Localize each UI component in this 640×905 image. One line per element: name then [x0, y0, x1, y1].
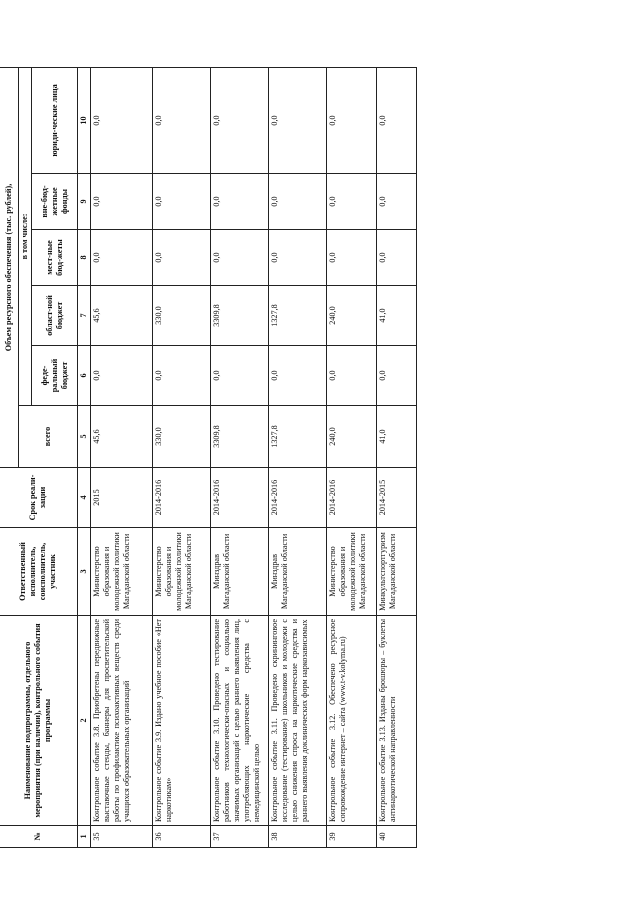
row-federal: 0,0 [153, 346, 211, 406]
colnum: 4 [78, 468, 91, 528]
table-row [269, 67, 327, 847]
header-volume: Объем ресурсного обеспечения (тыс. рублей), [0, 67, 19, 467]
header-federal: феде-ральный бюджет [32, 346, 78, 406]
row-legal: 0,0 [153, 67, 211, 173]
row-local: 0,0 [327, 230, 377, 286]
row-federal: 0,0 [327, 346, 377, 406]
row-no: 35 [91, 826, 153, 848]
row-responsible: Минздрав Магаданской области [269, 528, 327, 616]
row-total: 240,0 [327, 406, 377, 468]
row-legal: 0,0 [327, 67, 377, 173]
row-no: 38 [269, 826, 327, 848]
colnum: 1 [78, 826, 91, 848]
row-no: 40 [377, 826, 417, 848]
row-regional: 330,0 [153, 286, 211, 346]
row-regional: 240,0 [327, 286, 377, 346]
table-row [377, 67, 417, 847]
row-term: 2014-2016 [327, 468, 377, 528]
row-federal: 0,0 [91, 346, 153, 406]
row-federal: 0,0 [269, 346, 327, 406]
row-extrabudget: 0,0 [327, 174, 377, 230]
row-legal: 0,0 [377, 67, 417, 173]
row-total: 41,0 [377, 406, 417, 468]
header-term: Срок реали-зации [0, 468, 78, 528]
colnum: 2 [78, 616, 91, 826]
table-row [211, 67, 269, 847]
row-no: 37 [211, 826, 269, 848]
table-row [91, 67, 153, 847]
row-local: 0,0 [269, 230, 327, 286]
row-responsible: Министерство образования и молодежной политики Магаданской области [91, 528, 153, 616]
row-name: Контрольное событие 3.11. Проведено скрининговое исследование (тестирование) школьников и молодежи с целью снижения спроса на наркотические средства и раннего выявления доклинических форм наркозависимых [269, 616, 327, 826]
row-legal: 0,0 [91, 67, 153, 173]
header-regional: област-ной бюджет [32, 286, 78, 346]
header-total: всего [19, 406, 78, 468]
header-including: в том числе: [19, 67, 32, 405]
colnum: 3 [78, 528, 91, 616]
row-extrabudget: 0,0 [269, 174, 327, 230]
row-extrabudget: 0,0 [377, 174, 417, 230]
row-total: 3309,8 [211, 406, 269, 468]
table-row [153, 67, 211, 847]
row-no: 36 [153, 826, 211, 848]
row-total: 45,6 [91, 406, 153, 468]
colnum: 5 [78, 406, 91, 468]
row-federal: 0,0 [211, 346, 269, 406]
header-responsible: Ответственный исполнитель, соисполнитель, участник [0, 528, 78, 616]
row-local: 0,0 [377, 230, 417, 286]
colnum: 6 [78, 346, 91, 406]
row-regional: 41,0 [377, 286, 417, 346]
row-name: Контрольное событие 3.13. Изданы брошюры – буклеты антинаркотической направленности [377, 616, 417, 826]
row-term: 2014-2016 [269, 468, 327, 528]
rotated-table-container [0, 68, 468, 848]
header-name: Наименование подпрограммы, отдельного мероприятия (при наличии), контрольного события программы [0, 616, 78, 826]
header-local: мест-ные бюд-жеты [32, 230, 78, 286]
table-row [327, 67, 377, 847]
colnum: 8 [78, 230, 91, 286]
header-extrabudget: вне-бюд-жетные фонды [32, 174, 78, 230]
row-regional: 3309,8 [211, 286, 269, 346]
row-federal: 0,0 [377, 346, 417, 406]
row-name: Контрольное событие 3.12. Обеспечено ресурсное сопровождение интернет – сайта (www.t-v.kolyma.ru) [327, 616, 377, 826]
row-legal: 0,0 [211, 67, 269, 173]
row-regional: 45,6 [91, 286, 153, 346]
row-extrabudget: 0,0 [211, 174, 269, 230]
row-name: Контрольное событие 3.9. Издано учебное пособие «Нет наркотикам» [153, 616, 211, 826]
row-total: 330,0 [153, 406, 211, 468]
row-no: 39 [327, 826, 377, 848]
colnum: 7 [78, 286, 91, 346]
row-term: 2014-2016 [211, 468, 269, 528]
row-total: 1327,8 [269, 406, 327, 468]
resource-table [0, 67, 417, 848]
colnum: 9 [78, 174, 91, 230]
row-term: 2015 [91, 468, 153, 528]
colnum: 10 [78, 67, 91, 173]
header-no: № [0, 826, 78, 848]
row-term: 2014-2016 [153, 468, 211, 528]
row-local: 0,0 [153, 230, 211, 286]
row-term: 2014-2015 [377, 468, 417, 528]
row-responsible: Министерство образования и молодежной политики Магаданской области [153, 528, 211, 616]
row-legal: 0,0 [269, 67, 327, 173]
row-local: 0,0 [211, 230, 269, 286]
column-number-row [78, 67, 91, 847]
row-extrabudget: 0,0 [153, 174, 211, 230]
row-local: 0,0 [91, 230, 153, 286]
row-regional: 1327,8 [269, 286, 327, 346]
row-responsible: Минкультспортгуризм Магаданской области [377, 528, 417, 616]
header-legal: юриди-ческие лица [32, 67, 78, 173]
row-name: Контрольное событие 3.8. Приобретены передвижные выставочные стенды, баннеры для просветительской работы по профилактике психоактивных веществ среди учащихся образовательных организаций [91, 616, 153, 826]
row-responsible: Минздрав Магаданской области [211, 528, 269, 616]
row-responsible: Министерство образования и молодежной политики Магаданской области [327, 528, 377, 616]
row-name: Контрольное событие 3.10. Проведено тестирование работников технологически-опасных и социально значимых организаций с целью раннего выявления лиц, употребляющих наркотические средства с немедицинской целью [211, 616, 269, 826]
row-extrabudget: 0,0 [91, 174, 153, 230]
